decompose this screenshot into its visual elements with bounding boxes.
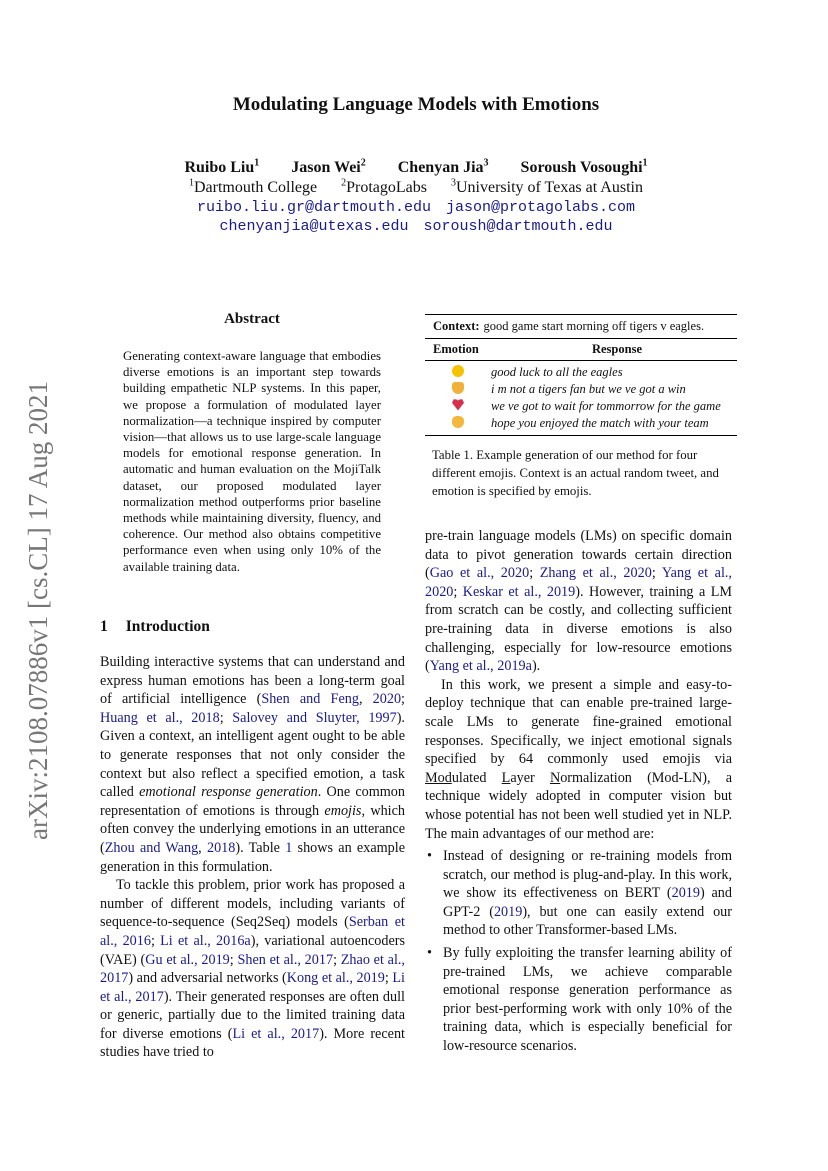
intro-paragraph: pre-train language models (LMs) on specific domain data to pivot generation towards certain direction (Gao et al., 2020; Zhang et al., 2020; Yang et al., 2020; Keskar et al., 2019). However, training a LM from scratch can be costly, and collecting sufficient pre-training data in diverse emotions is also challenging, especially for low-resource emotions (Yang et al., 2019a). <box>425 528 732 675</box>
affiliation: $^1$Dartmouth College <box>189 178 318 197</box>
author-list <box>100 158 732 177</box>
section-number: 1 <box>100 618 108 635</box>
citation-link[interactable]: Yang et al., 2019a <box>429 658 532 675</box>
col-response: Response <box>591 342 642 356</box>
email-link[interactable]: soroush@dartmouth.edu <box>423 218 613 235</box>
table-header <box>425 339 737 361</box>
folded-hands-icon <box>452 382 464 394</box>
paper-title: Modulating Language Models with Emotions <box>232 94 600 115</box>
context-text: good game start morning off tigers v eagles. <box>483 319 705 333</box>
smiling-face-icon <box>452 365 464 377</box>
citation-link[interactable]: Li et al., 2017 <box>232 1025 320 1042</box>
ok-hand-icon <box>452 416 464 428</box>
left-column <box>100 653 405 1062</box>
citation-link[interactable]: Shen and Feng <box>261 691 359 708</box>
table-ref-link[interactable]: 1 <box>285 839 293 856</box>
citation-link[interactable]: Keskar et al., 2019 <box>462 583 576 600</box>
table-body <box>425 361 737 436</box>
advantages-list <box>425 847 732 1056</box>
response-text: we ve got to wait for tommorrow for the game <box>491 399 721 413</box>
citation-link[interactable]: Yang et al., 2020 <box>425 565 732 600</box>
author: Ruibo Liu$^1$ <box>184 158 260 177</box>
response-text: good luck to all the eagles <box>491 365 623 379</box>
citation-link[interactable]: Kong et al., 2019 <box>286 970 385 987</box>
citation-link[interactable]: 2019 <box>493 903 523 920</box>
intro-paragraph: Building interactive systems that can understand and express human emotions has been a long-term goal of artificial intelligence (Shen and Feng, 2020; Huang et al., 2018; Salovey and Sluyter, 1997). Given a context, an intelligent agent ought to be able to generate responses that not only consider the context but also reflect a specified emotion, a task called emotional response generation. One common representation of emotions is through emojis, which often convey the underlying emotions in an utterance (Zhou and Wang, 2018). Table 1 shows an example generation in this formulation. <box>100 654 405 875</box>
section-title: Introduction <box>125 618 210 635</box>
arxiv-stamp-text: arXiv:2108.07886v1 [cs.CL] 17 Aug 2021 <box>22 380 53 840</box>
citation-link[interactable]: Huang et al., 2018 <box>100 709 220 726</box>
author: Chenyan Jia$^3$ <box>397 158 489 177</box>
intro-paragraph: To tackle this problem, prior work has proposed a number of different models, including variants of sequence-to-sequence (Seq2Seq) models (Serban et al., 2016; Li et al., 2016a), variational autoencoders (VAE) (Gu et al., 2019; Shen et al., 2017; Zhao et al., 2017) and adversarial networks (Kong et al., 2019; Li et al., 2017). Their generated responses are often dull or generic, partially due to the limited training data for diverse emotions (Li et al., 2017). More recent studies have tried to <box>100 877 405 1061</box>
intro-paragraph: In this work, we present a simple and easy-to-deploy technique that can enable pre-trained large-scale LMs to generate fine-grained emotional responses. Specifically, we inject emotional signals specified by 64 commonly used emojis via Modulated Layer Normalization (Mod-LN), a technique widely adopted in computer vision but whose potential has not been well studied yet in NLP. The main advantages of our method are: <box>425 676 733 842</box>
email-row <box>100 218 732 235</box>
example-table <box>425 314 737 436</box>
citation-link[interactable]: Salovey and Sluyter, 1997 <box>232 709 397 726</box>
citation-link[interactable]: 2018 <box>206 839 236 856</box>
citation-link[interactable]: Li et al., 2017 <box>100 970 405 1005</box>
citation-link[interactable]: Zhou and Wang <box>104 839 199 856</box>
context-label: Context: <box>433 319 480 333</box>
author: Soroush Vosoughi$^1$ <box>520 158 648 177</box>
citation-link[interactable]: Li et al., 2016a <box>160 932 251 949</box>
email-link[interactable]: ruibo.liu.gr@dartmouth.edu <box>196 199 431 216</box>
email-link[interactable]: jason@protagolabs.com <box>446 199 636 216</box>
email-row <box>100 199 732 216</box>
table-caption: Table 1. Example generation of our method for four different emojis. Context is an actual random tweet, and emotion is specified by emojis. <box>432 448 719 499</box>
response-text: hope you enjoyed the match with your team <box>491 416 709 430</box>
table-row <box>425 398 737 415</box>
section-heading <box>100 618 210 636</box>
author: Jason Wei$^2$ <box>291 158 366 177</box>
affiliation: $^2$ProtagoLabs <box>341 178 427 197</box>
citation-link[interactable]: Zhang et al., 2020 <box>539 565 652 582</box>
arxiv-stamp <box>18 360 58 860</box>
abstract-text: Generating context-aware language that embodies diverse emotions is an important step towards building empathetic NLP systems. In this paper, we propose a formulation of modulated layer normalization—a technique inspired by computer vision—that allows us to use large-scale language models for emotional response generation. In automatic and human evaluation on the MojiTalk dataset, our proposed modulated layer normalization method outperforms prior baseline methods while maintaining diversity, fluency, and coherence. Our method also obtains competitive performance even when using only 10% of the available training data. <box>123 349 381 574</box>
citation-link[interactable]: Zhao et al., 2017 <box>100 951 405 987</box>
list-item: • By fully exploiting the transfer learning ability of pre-trained LMs, we achieve comparable emotional response generation performance as prior best-performing work with only 10% of the training data, which is especially beneficial for low-resource scenarios. <box>425 944 732 1056</box>
citation-link[interactable]: Serban et al., 2016 <box>100 914 405 949</box>
citation-link[interactable]: Gao et al., 2020 <box>429 565 530 582</box>
citation-link[interactable]: Shen et al., 2017 <box>237 951 334 968</box>
broken-heart-icon <box>452 399 464 411</box>
citation-link[interactable]: 2020 <box>372 691 402 708</box>
affiliation-list <box>100 178 732 197</box>
table-row <box>425 381 737 398</box>
affiliation: $^3$University of Texas at Austin <box>450 178 643 197</box>
col-emotion: Emotion <box>433 342 479 356</box>
right-column <box>425 527 732 1060</box>
table-row <box>425 415 737 432</box>
email-link[interactable]: chenyanjia@utexas.edu <box>219 218 409 235</box>
citation-link[interactable]: Gu et al., 2019 <box>145 951 230 968</box>
response-text: i m not a tigers fan but we ve got a win <box>491 382 686 396</box>
abstract-heading: Abstract <box>224 311 280 327</box>
list-item: • Instead of designing or re-training models from scratch, our method is plug-and-play. In this work, we show its effectiveness on BERT (2019) and GPT-2 (2019), but one can easily extend our method to other Transformer-based LMs. <box>425 847 732 940</box>
table-row <box>425 364 737 381</box>
citation-link[interactable]: 2019 <box>671 885 700 902</box>
table-context-row <box>425 314 737 339</box>
